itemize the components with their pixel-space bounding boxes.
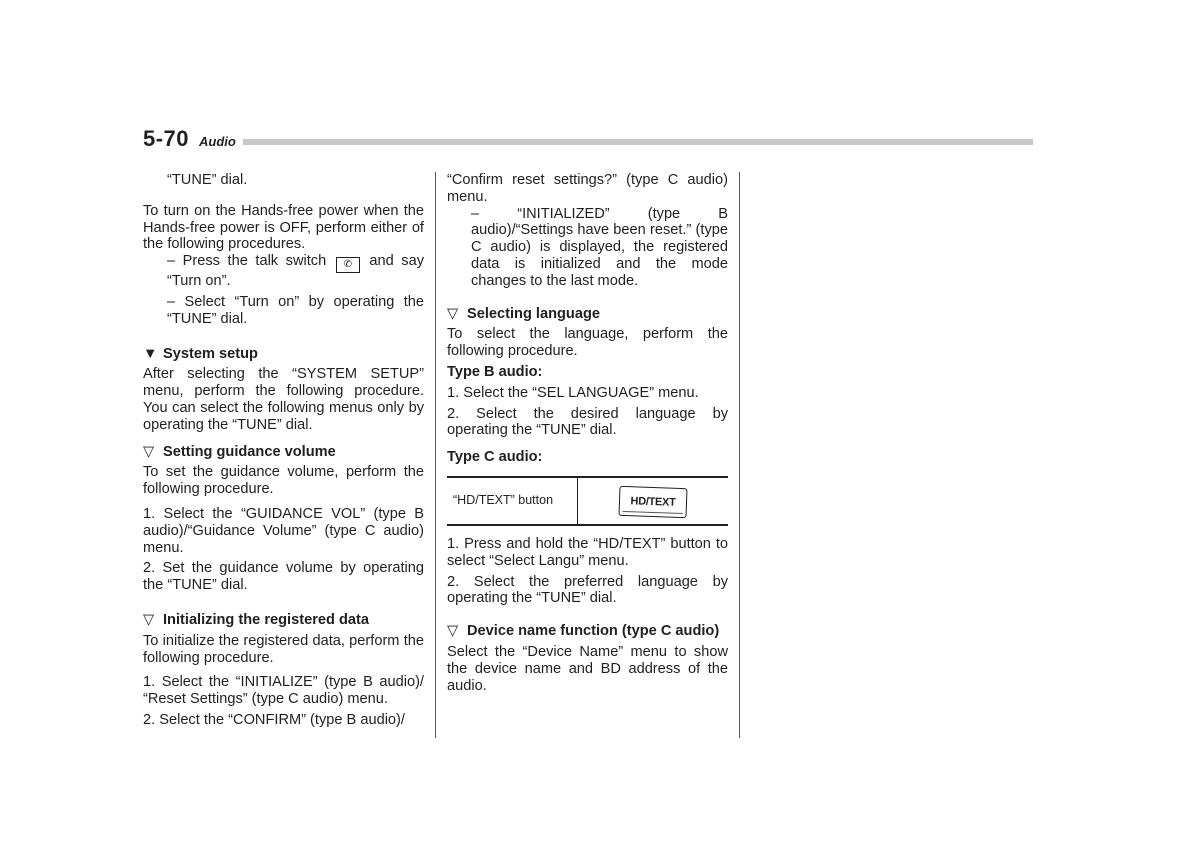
guidance-volume-heading — [143, 444, 424, 461]
selecting-language-title: Selecting language — [467, 305, 600, 322]
handsfree-intro: To turn on the Hands-free power when the Hands-free power is OFF, perform either of the following procedures. — [143, 202, 424, 253]
system-setup-title: System setup — [163, 345, 258, 362]
table-divider — [577, 478, 578, 524]
type-b-heading: Type B audio: — [447, 363, 543, 380]
right-column — [447, 172, 728, 694]
handsfree-option-1 — [143, 253, 424, 290]
initializing-text: To initialize the registered data, perform the following procedure. — [143, 632, 424, 666]
initializing-step-2: 2. Select the “CONFIRM” (type B audio)/ — [143, 711, 405, 728]
hd-text-button-label: “HD/TEXT” button — [453, 492, 554, 507]
header-bar — [243, 139, 1033, 145]
selecting-language-heading — [447, 306, 728, 323]
continued-text: “TUNE” dial. — [167, 172, 248, 188]
outline-triangle-icon: ▽ — [447, 305, 459, 322]
guidance-volume-text: To set the guidance volume, perform the following procedure. — [143, 464, 424, 498]
initializing-title: Initializing the registered data — [163, 611, 369, 628]
page-number: 5-70 — [143, 126, 190, 151]
guidance-volume-step-2: 2. Set the guidance volume by operating the “TUNE” dial. — [143, 560, 424, 594]
type-c-step-2: 2. Select the preferred language by operating the “TUNE” dial. — [447, 573, 728, 607]
section-name: Audio — [199, 134, 236, 149]
type-b-step-2: 2. Select the desired language by operating the “TUNE” dial. — [447, 405, 728, 439]
handsfree-option-1-b: and say “Turn on”. — [167, 253, 424, 290]
initializing-step-1: 1. Select the “INITIALIZE” (type B audio)/ “Reset Settings” (type C audio) menu. — [143, 674, 424, 708]
selecting-language-text: To select the language, perform the following procedure. — [447, 326, 728, 360]
outline-triangle-icon: ▽ — [143, 611, 155, 628]
outline-triangle-icon: ▽ — [143, 443, 155, 460]
type-c-heading: Type C audio: — [447, 449, 543, 466]
column-divider-left — [435, 172, 436, 738]
type-b-step-1: 1. Select the “SEL LANGUAGE” menu. — [447, 384, 699, 401]
hd-text-button-icon: HD/TEXT — [618, 486, 687, 518]
initializing-heading — [143, 612, 424, 629]
handsfree-option-2: – Select “Turn on” by operating the “TUNE” dial. — [167, 293, 424, 327]
system-setup-heading — [143, 346, 424, 363]
device-name-title: Device name function (type C audio) — [467, 623, 720, 640]
confirm-reset-text: “Confirm reset settings?” (type C audio) menu. — [447, 172, 728, 205]
guidance-volume-title: Setting guidance volume — [163, 443, 336, 460]
column-divider-right — [739, 172, 740, 738]
handsfree-option-1-a: – Press the talk switch — [167, 253, 327, 270]
initialized-note: – “INITIALIZED” (type B audio)/“Settings have been reset.” (type C audio) is displayed, the registered data is initialized and the mode changes to the last mode. — [471, 205, 728, 289]
system-setup-text: After selecting the “SYSTEM SETUP” menu, perform the following procedure. You can select the following menus only by operating the “TUNE” dial. — [143, 366, 424, 433]
guidance-volume-step-1: 1. Select the “GUIDANCE VOL” (type B audio)/“Guidance Volume” (type C audio) menu. — [143, 505, 424, 556]
device-name-text: Select the “Device Name” menu to show the device name and BD address of the audio. — [447, 643, 728, 694]
filled-triangle-icon: ▼ — [143, 345, 158, 362]
talk-switch-icon: ✆ — [336, 257, 360, 273]
type-c-step-1: 1. Press and hold the “HD/TEXT” button to select “Select Langu” menu. — [447, 535, 728, 569]
hd-text-button-table — [447, 476, 728, 526]
outline-triangle-icon: ▽ — [447, 623, 459, 640]
page-header — [143, 124, 1033, 154]
left-column — [143, 172, 424, 729]
device-name-heading — [447, 623, 728, 640]
